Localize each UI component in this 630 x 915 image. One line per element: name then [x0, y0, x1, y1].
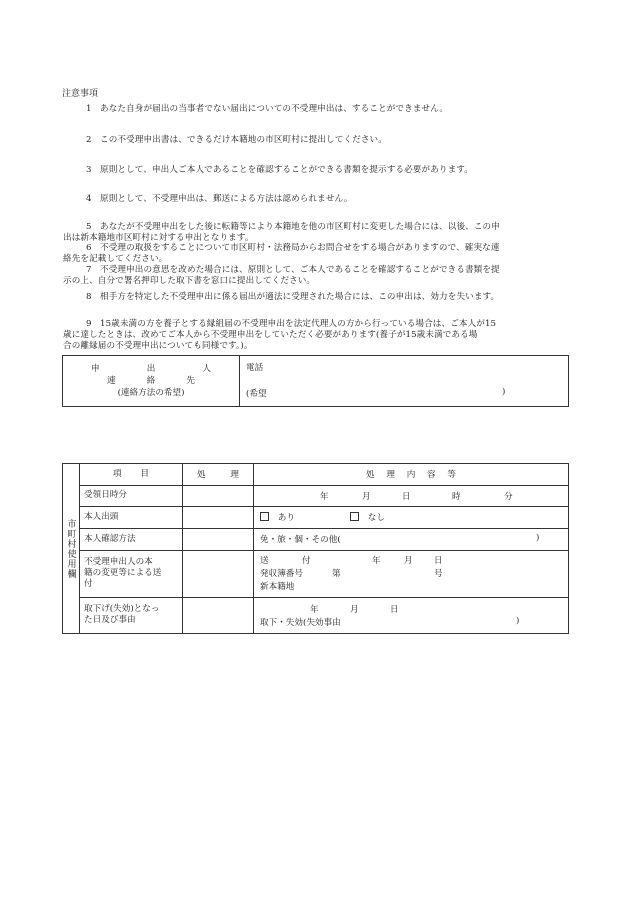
preference-open: (希望 — [246, 389, 267, 399]
row-withdraw — [63, 597, 569, 633]
note-item — [63, 265, 564, 287]
received-detail[interactable]: 年 月 日 時 分 — [254, 485, 569, 507]
note-line: 7 不受理申出の意思を改めた場合には、原則として、ご本人であることを確認することができる書類を提 — [86, 265, 500, 275]
row-appearance — [63, 507, 569, 529]
row-transfer — [63, 550, 569, 597]
contact-value-cell[interactable] — [240, 356, 569, 407]
note-number: 9 — [86, 319, 92, 329]
row-received — [63, 485, 569, 507]
note-item — [63, 243, 564, 265]
note-number: 7 — [86, 265, 92, 275]
note-line: 9 15歳未満の方を養子とする縁組届の不受理申出を法定代理人の方から行っている場合は、ご本人が15 — [86, 319, 497, 329]
contact-label-row1: 申 出 人 — [91, 364, 211, 374]
appearance-label: 本人出頭 — [80, 507, 183, 529]
note-item — [86, 104, 564, 115]
note-number: 2 — [86, 135, 92, 145]
received-process[interactable] — [183, 485, 254, 507]
transfer-detail[interactable]: 送 付 年 月 日 発収簿番号 第 号 新本籍地 — [254, 550, 569, 597]
method-process[interactable] — [183, 528, 254, 550]
notes-heading: 注意事項 — [62, 89, 99, 99]
appearance-detail: あり なし — [254, 507, 569, 529]
note-line: 示の上、自分で署名押印した取下書を窓口に提出してください。 — [63, 276, 316, 286]
withdraw-detail[interactable]: 年 月 日 取下・失効(失効事由 ) — [254, 597, 569, 633]
office-side-label: 市町村使用欄 — [65, 518, 76, 579]
note-number: 5 — [86, 222, 92, 232]
note-line: 出は新本籍地市区町村に対する申出となります。 — [63, 233, 254, 243]
note-item — [86, 165, 564, 176]
contact-label-row3: (連絡方法の希望) — [117, 388, 185, 398]
note-item — [63, 222, 564, 244]
note-line: 歳に達したときは、改めてご本人から不受理申出をしていただく必要があります(養子が15歳未満である場 — [63, 330, 478, 340]
note-line: 8 相手方を特定した不受理申出に係る届出が適法に受理された場合には、この申出は、効力を失います。 — [86, 292, 500, 302]
header-item: 項 目 — [80, 464, 183, 486]
row-method — [63, 528, 569, 550]
note-line: 5 あなたが不受理申出をした後に転籍等により本籍地を他の市区町村に変更した場合には、以後、この申 — [86, 222, 500, 232]
note-line: 4 原則として、不受理申出は、郵送による方法は認められません。 — [86, 194, 353, 204]
office-side-label-cell — [63, 464, 80, 634]
phone-label: 電話 — [246, 363, 264, 373]
contact-label-cell — [63, 356, 240, 407]
note-number: 8 — [86, 292, 92, 302]
contact-table — [62, 355, 569, 407]
note-number: 6 — [86, 243, 92, 253]
note-line: 絡先を記載してください。 — [63, 254, 168, 264]
withdraw-label: 取下げ(失効)となっ た日及び事由 — [80, 597, 183, 633]
note-item — [86, 194, 564, 205]
office-use-table — [62, 463, 569, 634]
header-process: 処 理 — [183, 464, 254, 486]
method-label: 本人確認方法 — [80, 528, 183, 550]
withdraw-process[interactable] — [183, 597, 254, 633]
note-line: 3 原則として、申出人ご本人であることを確認することができる書類を提示する必要があります。 — [86, 165, 473, 175]
appearance-yes-checkbox[interactable] — [260, 512, 269, 521]
note-number: 1 — [86, 104, 92, 114]
note-item — [86, 135, 564, 146]
note-item — [86, 292, 564, 303]
note-item — [63, 319, 564, 352]
header-detail: 処 理 内 容 等 — [254, 464, 569, 486]
transfer-process[interactable] — [183, 550, 254, 597]
appearance-no-checkbox[interactable] — [350, 512, 359, 521]
note-line: 2 この不受理申出書は、できるだけ本籍地の市区町村に提出してください。 — [86, 135, 387, 145]
method-detail[interactable]: 免・旅・個・その他( ) — [254, 528, 569, 550]
preference-close: ) — [502, 387, 506, 397]
contact-label-row2: 連 絡 先 — [107, 376, 195, 386]
appearance-process[interactable] — [183, 507, 254, 529]
note-line: 6 不受理の取扱をすることについて市区町村・法務局からお問合せをする場合がありますので、確実な連 — [86, 243, 500, 253]
note-line: 合の離縁届の不受理申出についても同様です。)。 — [63, 341, 253, 351]
transfer-label: 不受理申出人の本 籍の変更等による送 付 — [80, 550, 183, 597]
note-number: 3 — [86, 165, 92, 175]
note-number: 4 — [86, 194, 92, 204]
received-label: 受領日時分 — [80, 485, 183, 507]
note-line: 1 あなた自身が届出の当事者でない届出についての不受理申出は、することができません。 — [86, 104, 449, 114]
